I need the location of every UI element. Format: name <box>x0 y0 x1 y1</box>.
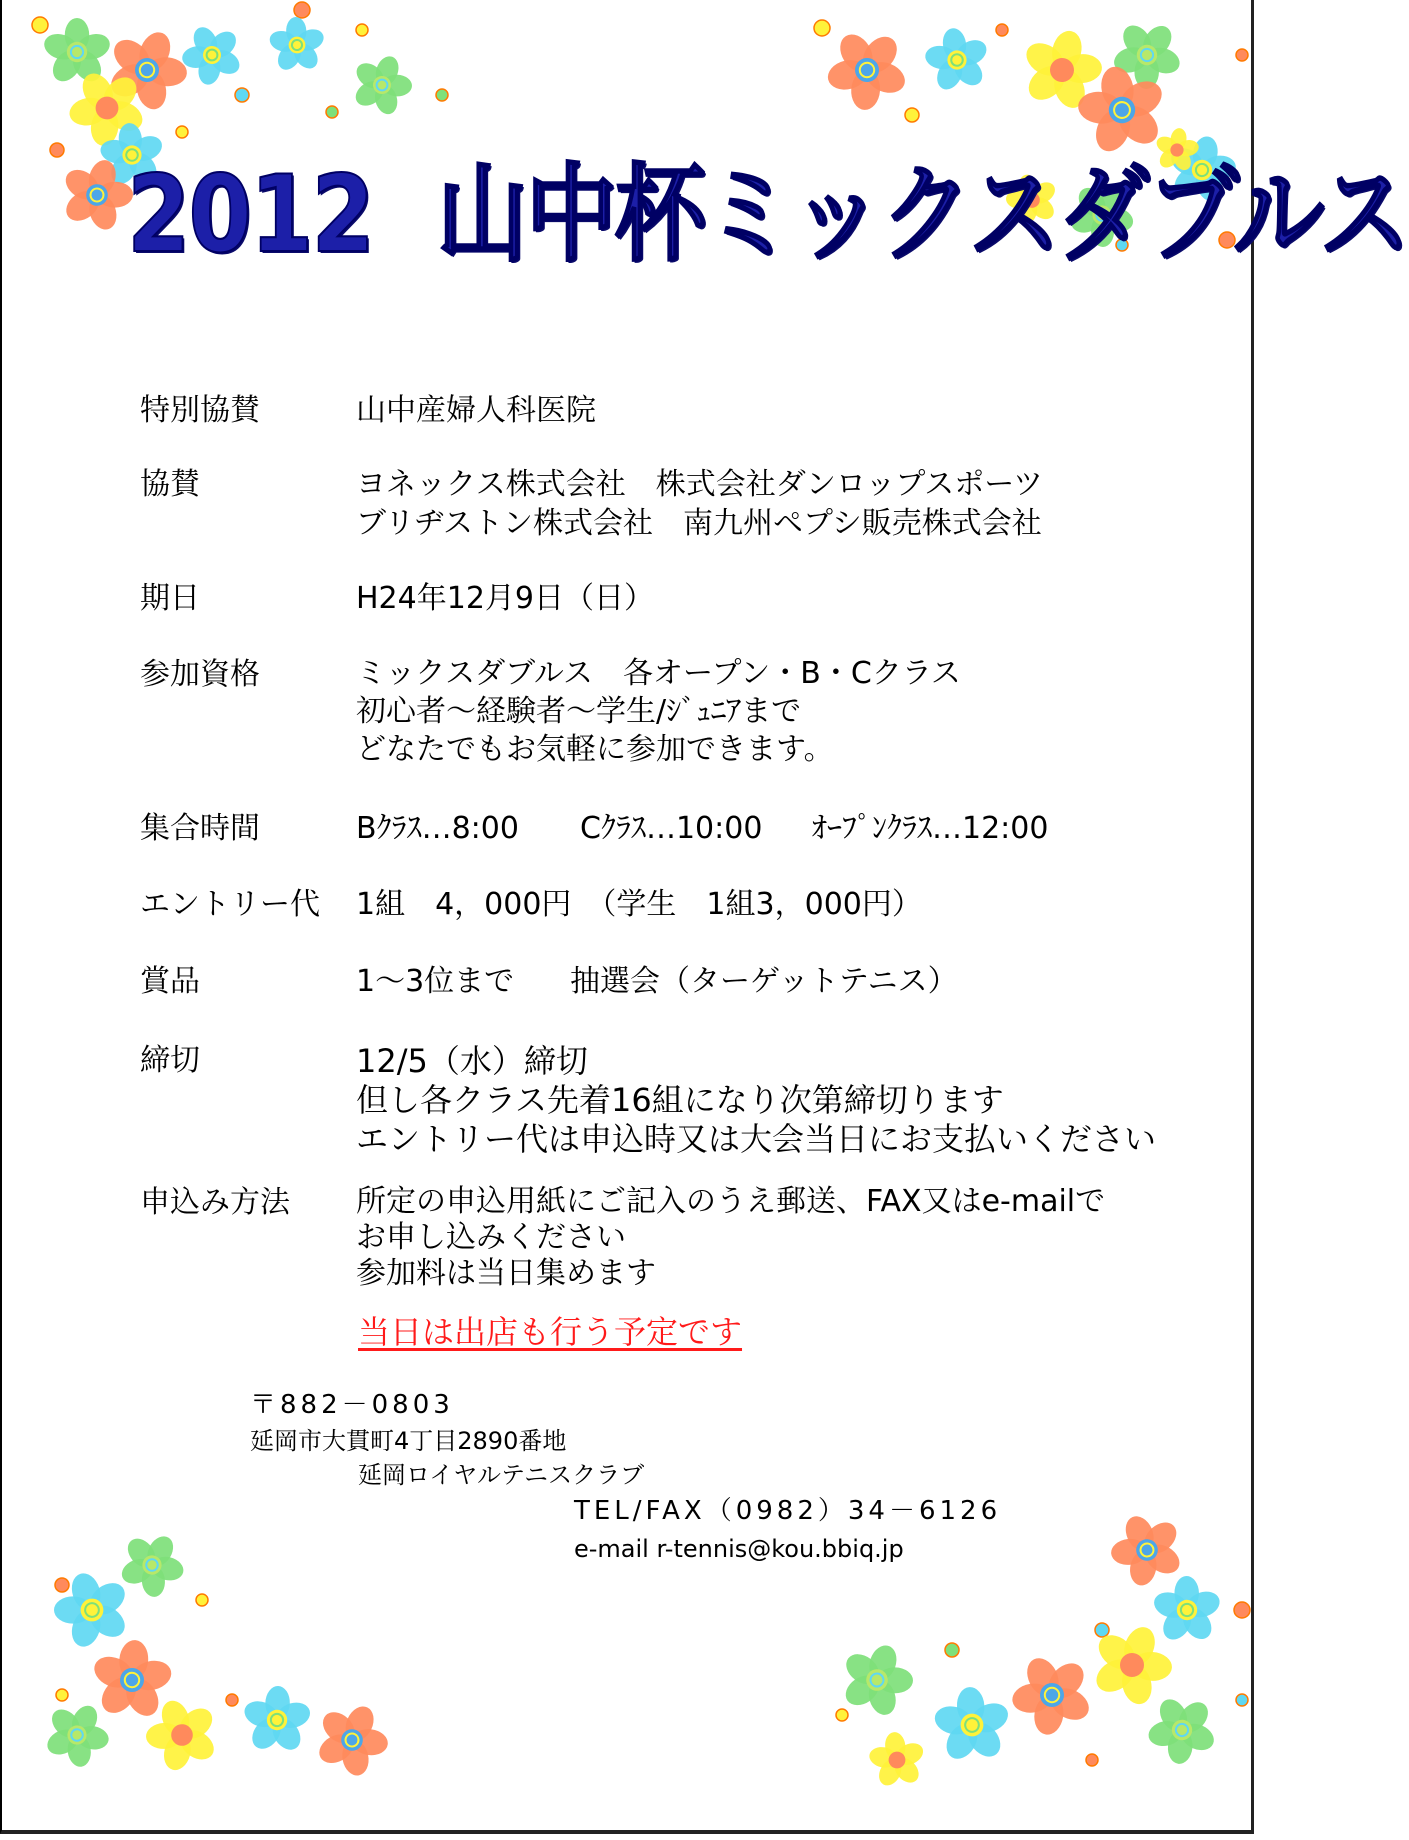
confetti-dot <box>356 24 368 36</box>
confetti-dot <box>294 2 310 18</box>
value-application-line-1: 所定の申込用紙にご記入のうえ郵送、FAX又はe-mailで <box>356 1184 1106 1219</box>
confetti-dot <box>1095 1623 1109 1637</box>
flower-icon <box>1142 1565 1230 1656</box>
value-prizes-ranking: 1～3位まで <box>356 964 515 999</box>
value-deadline-line-2: 但し各クラス先着16組になり次第締切ります <box>356 1081 1004 1119</box>
value-date: H24年12月9日（日） <box>356 581 654 616</box>
event-title-year: 2012 <box>127 152 373 277</box>
flower-icon <box>993 1637 1110 1754</box>
flower-icon <box>859 1721 935 1799</box>
value-special-sponsor: 山中産婦人科医院 <box>356 393 596 428</box>
label-prizes: 賞品 <box>140 964 200 999</box>
confetti-dot <box>814 20 830 36</box>
confetti-dot <box>55 1578 69 1592</box>
label-application-method: 申込み方法 <box>140 1185 290 1220</box>
confetti-dot <box>905 108 919 122</box>
label-sponsors: 協賛 <box>140 467 200 502</box>
value-time-open-class: ｵｰﾌﾟﾝｸﾗｽ…12:00 <box>812 811 1049 846</box>
confetti-dot <box>836 1709 848 1721</box>
label-eligibility: 参加資格 <box>140 657 260 692</box>
contact-email-text[interactable]: e-mail r-tennis@kou.bbiq.jp <box>574 1535 904 1563</box>
confetti-dot <box>176 126 188 138</box>
confetti-dot <box>50 143 64 157</box>
value-sponsors-line-1: ヨネックス株式会社 株式会社ダンロップスポーツ <box>356 467 1043 502</box>
flower-icon <box>41 18 113 87</box>
confetti-dot <box>996 24 1008 36</box>
value-application-line-3: 参加料は当日集めます <box>356 1256 656 1291</box>
label-date: 期日 <box>140 581 200 616</box>
confetti-dot <box>326 106 338 118</box>
value-eligibility-line-2: 初心者～経験者～学生/ｼﾞｭﾆｱまで <box>356 694 802 729</box>
value-prizes-lottery: 抽選会（ターゲットテニス） <box>570 964 958 999</box>
value-eligibility-line-3: どなたでもお気軽に参加できます。 <box>356 732 834 767</box>
label-special-sponsor: 特別協賛 <box>140 393 260 428</box>
confetti-dot <box>235 88 249 102</box>
value-sponsors-line-2: ブリヂストン株式会社 南九州ペプシ販売株式会社 <box>356 506 1042 541</box>
flower-icon <box>342 46 423 125</box>
label-deadline: 締切 <box>140 1043 200 1078</box>
confetti-dot <box>1086 1754 1098 1766</box>
contact-tel-fax: TEL/FAX（0982）34－6126 <box>574 1496 1002 1526</box>
confetti-dot <box>226 1694 238 1706</box>
value-time-c-class: Cｸﾗｽ…10:00 <box>580 811 763 846</box>
flower-icon <box>168 11 256 99</box>
contact-postal-code: 〒882－0803 <box>250 1390 454 1420</box>
flower-icon <box>921 1673 1022 1777</box>
flower-icon <box>260 7 334 83</box>
confetti-dot <box>56 1689 68 1701</box>
value-deadline-line-1: 12/5（水）締切 <box>356 1042 588 1080</box>
value-application-line-2: お申し込みください <box>356 1220 626 1255</box>
contact-club-name: 延岡ロイヤルテニスクラブ <box>358 1461 645 1489</box>
label-meeting-time: 集合時間 <box>140 811 260 846</box>
value-eligibility-line-1: ミックスダブルス 各オープン・B・Cクラス <box>356 656 961 691</box>
flower-icon <box>912 15 1000 105</box>
confetti-dot <box>1234 1602 1250 1618</box>
confetti-dot <box>945 1643 959 1657</box>
confetti-dot <box>196 1594 208 1606</box>
event-title <box>127 146 1409 284</box>
contact-email[interactable] <box>574 1534 904 1564</box>
value-time-b-class: Bｸﾗｽ…8:00 <box>356 811 519 846</box>
value-entry-fee: 1組 4，000円 （学生 1組3，000円） <box>356 887 922 922</box>
event-title-text: 山中杯ミックスダブルス <box>436 152 1409 277</box>
confetti-dot <box>436 89 448 101</box>
confetti-dot <box>1236 1694 1248 1706</box>
value-deadline-line-3: エントリー代は申込時又は大会当日にお支払いください <box>356 1120 1157 1158</box>
confetti-dot <box>32 17 48 33</box>
notice-stalls: 当日は出店も行う予定です <box>358 1313 743 1351</box>
flower-icon <box>240 1685 315 1756</box>
label-entry-fee: エントリー代 <box>140 887 320 922</box>
contact-address: 延岡市大貫町4丁目2890番地 <box>250 1427 567 1455</box>
flower-icon <box>302 1691 402 1789</box>
confetti-dot <box>1236 49 1248 61</box>
